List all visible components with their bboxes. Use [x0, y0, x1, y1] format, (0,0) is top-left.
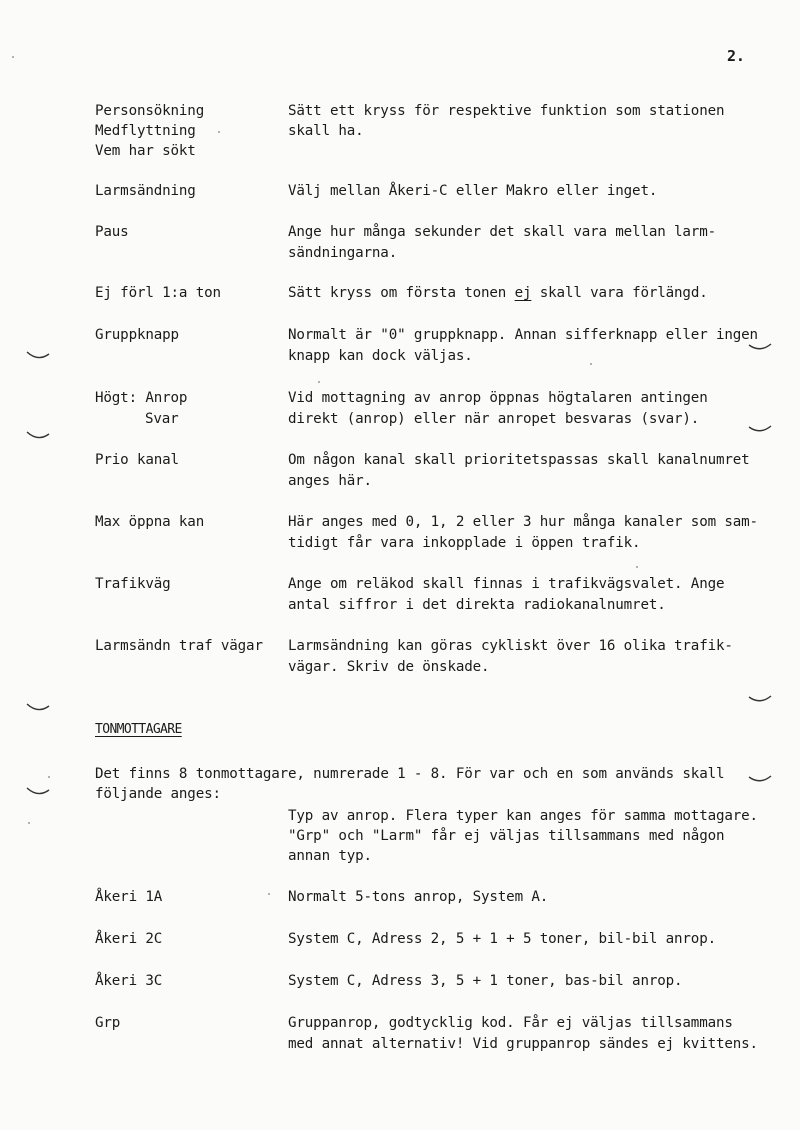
- scan-speck: [48, 776, 50, 778]
- scan-mark: [748, 342, 772, 354]
- desc-line: System C, Adress 3, 5 + 1 toner, bas-bil anrop.: [288, 973, 683, 989]
- desc-line: antal siffror i det direkta radiokanalnumret.: [288, 597, 666, 613]
- term-akeri-1a: Åkeri 1A: [95, 889, 163, 905]
- scan-speck: [636, 566, 638, 568]
- desc-line: tidigt får vara inkopplade i öppen trafik.: [288, 535, 641, 551]
- scan-mark: [26, 702, 50, 714]
- scan-speck: [218, 131, 220, 133]
- desc-line: System C, Adress 2, 5 + 1 + 5 toner, bil-bil anrop.: [288, 931, 716, 947]
- scan-mark: [26, 350, 50, 362]
- term-gruppknapp: Gruppknapp: [95, 327, 179, 343]
- desc-line: Om någon kanal skall prioritetspassas skall kanalnumret: [288, 452, 750, 468]
- term-prio-kanal: Prio kanal: [95, 452, 179, 468]
- desc-line: knapp kan dock väljas.: [288, 348, 473, 364]
- type-desc-line: Typ av anrop. Flera typer kan anges för samma mottagare.: [288, 808, 758, 824]
- scan-speck: [318, 381, 320, 383]
- desc-line: [288, 283, 708, 304]
- scan-mark: [748, 774, 772, 786]
- scan-mark: [26, 786, 50, 798]
- desc-line: direkt (anrop) eller när anropet besvaras (svar).: [288, 411, 700, 427]
- term-svar: Svar: [145, 411, 179, 427]
- desc-part: skall vara förlängd.: [531, 285, 708, 301]
- desc-line: Normalt är "0" gruppknapp. Annan sifferknapp eller ingen: [288, 327, 758, 343]
- scan-speck: [12, 56, 14, 58]
- scan-speck: [28, 822, 30, 824]
- term-trafikvag: Trafikväg: [95, 576, 171, 592]
- desc-line: Larmsändning kan göras cykliskt över 16 olika trafik-: [288, 638, 733, 654]
- desc-line: sändningarna.: [288, 245, 398, 261]
- term-larmsandn-traf-vagar: Larmsändn traf vägar: [95, 638, 263, 654]
- term-grp: Grp: [95, 1015, 121, 1031]
- intro-line: följande anges:: [95, 786, 221, 802]
- term-personsokning: Personsökning: [95, 103, 205, 119]
- desc-line: Här anges med 0, 1, 2 eller 3 hur många kanaler som sam-: [288, 514, 758, 530]
- scan-mark: [748, 424, 772, 436]
- term-larmsandning: Larmsändning: [95, 183, 196, 199]
- desc-line: vägar. Skriv de önskade.: [288, 659, 490, 675]
- scan-mark: [26, 430, 50, 442]
- desc-line: Ange hur många sekunder det skall vara mellan larm-: [288, 224, 716, 240]
- term-medflyttning: Medflyttning: [95, 123, 196, 139]
- type-desc-line: "Grp" och "Larm" får ej väljas tillsammans med någon: [288, 828, 725, 844]
- desc-line: Gruppanrop, godtycklig kod. Får ej väljas tillsammans: [288, 1015, 733, 1031]
- type-desc-line: annan typ.: [288, 848, 372, 864]
- desc-line: Vid mottagning av anrop öppnas högtalaren antingen: [288, 390, 708, 406]
- term-hogt-anrop: Högt: Anrop: [95, 390, 188, 406]
- term-ej-forl: Ej förl 1:a ton: [95, 285, 221, 301]
- desc-line: Normalt 5-tons anrop, System A.: [288, 889, 549, 905]
- desc-part: Sätt kryss om första tonen: [288, 285, 515, 301]
- term-akeri-2c: Åkeri 2C: [95, 931, 163, 947]
- desc-line: med annat alternativ! Vid gruppanrop sändes ej kvittens.: [288, 1036, 758, 1052]
- term-paus: Paus: [95, 224, 129, 240]
- desc-line: Sätt ett kryss för respektive funktion som stationen: [288, 103, 725, 119]
- desc-line: Välj mellan Åkeri-C eller Makro eller inget.: [288, 183, 658, 199]
- desc-line: Ange om reläkod skall finnas i trafikvägsvalet. Ange: [288, 576, 725, 592]
- intro-line: Det finns 8 tonmottagare, numrerade 1 - 8. För var och en som används skall: [95, 766, 725, 782]
- scan-speck: [268, 893, 270, 895]
- desc-line: anges här.: [288, 473, 372, 489]
- term-max-oppna-kan: Max öppna kan: [95, 514, 205, 530]
- scan-speck: [590, 363, 592, 365]
- term-vem-har-sokt: Vem har sökt: [95, 143, 196, 159]
- desc-emphasis: ej: [514, 285, 532, 301]
- section-heading: TONMOTTAGARE: [95, 722, 182, 737]
- desc-line: skall ha.: [288, 123, 364, 139]
- term-akeri-3c: Åkeri 3C: [95, 973, 163, 989]
- scan-mark: [748, 694, 772, 706]
- page-number: 2.: [727, 47, 745, 65]
